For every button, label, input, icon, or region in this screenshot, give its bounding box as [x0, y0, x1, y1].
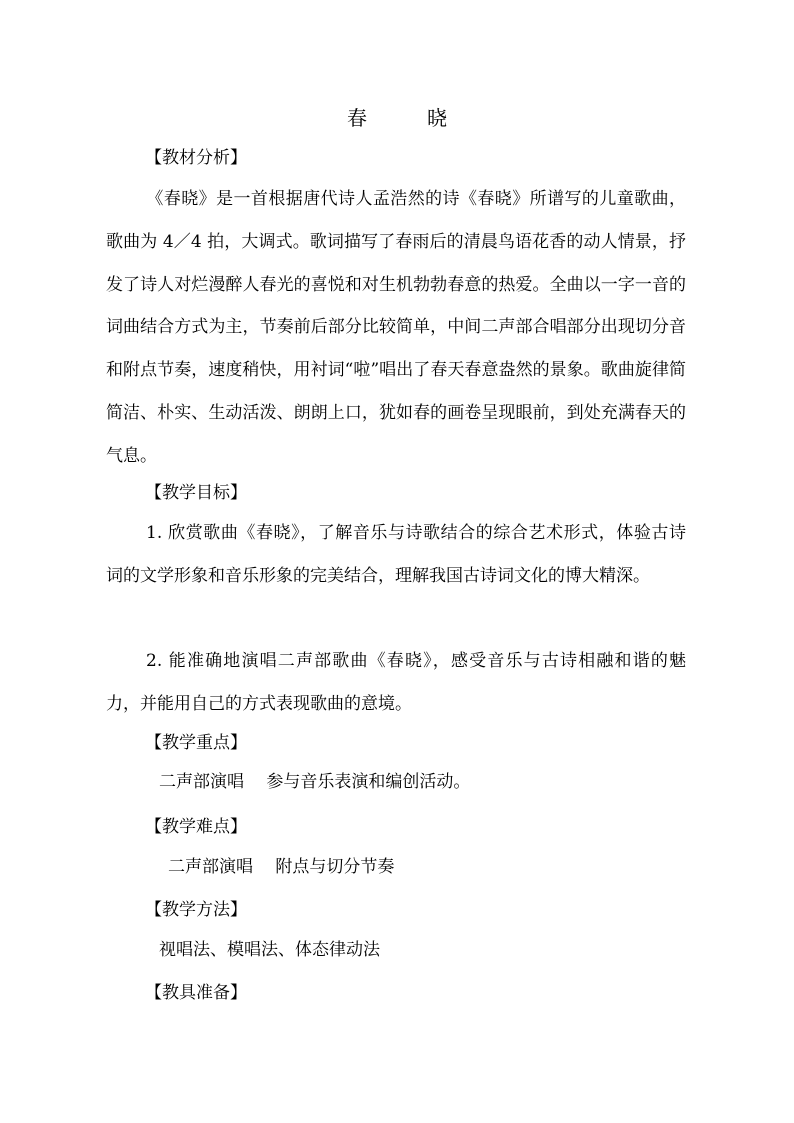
section-heading-analysis: 【教材分析】	[145, 148, 247, 168]
goal-item-2-text: 2. 能准确地演唱二声部歌曲《春晓》，感受音乐与古诗相融和谐的魅力，并能用自己的方式表现歌曲的意境。	[106, 651, 686, 714]
section-heading-difficulties: 【教学难点】	[145, 817, 247, 837]
analysis-text: 《春晓》是一首根据唐代诗人孟浩然的诗《春晓》所谱写的儿童歌曲，歌曲为 4／4 拍，大调式。歌词描写了春雨后的清晨鸟语花香的动人情景，抒发了诗人对烂漫醉人春光的喜悦和对生机勃勃春意的热爱。全曲以一字一音的词曲结合方式为主，节奏前后部分比较简单，中间二声部合唱部分出现切分音和附点节奏，速度稍快，用衬词“啦”唱出了春天春意盎然的景象。歌曲旋律简简洁、朴实、生动活泼、朗朗上口，犹如春的画卷呈现眼前，到处充满春天的气息。	[106, 189, 686, 466]
section-heading-goals: 【教学目标】	[145, 483, 247, 503]
goal-item-1-text: 1. 欣赏歌曲《春晓》，了解音乐与诗歌结合的综合艺术形式，体验古诗词的文学形象和音乐形象的完美结合，理解我国古诗词文化的博大精深。	[106, 523, 686, 586]
section-heading-key-points: 【教学重点】	[145, 733, 247, 753]
goal-item-2	[106, 640, 686, 726]
goal-item-1	[106, 512, 686, 598]
key-points-text: 二声部演唱 参与音乐表演和编创活动。	[159, 772, 471, 792]
analysis-paragraph	[106, 178, 686, 478]
section-heading-methods: 【教学方法】	[145, 900, 247, 920]
section-heading-materials: 【教具准备】	[145, 983, 247, 1003]
methods-text: 视唱法、模唱法、体态律动法	[159, 940, 380, 960]
difficulties-text: 二声部演唱 附点与切分节奏	[168, 857, 395, 877]
document-title: 春 晓	[347, 106, 447, 130]
